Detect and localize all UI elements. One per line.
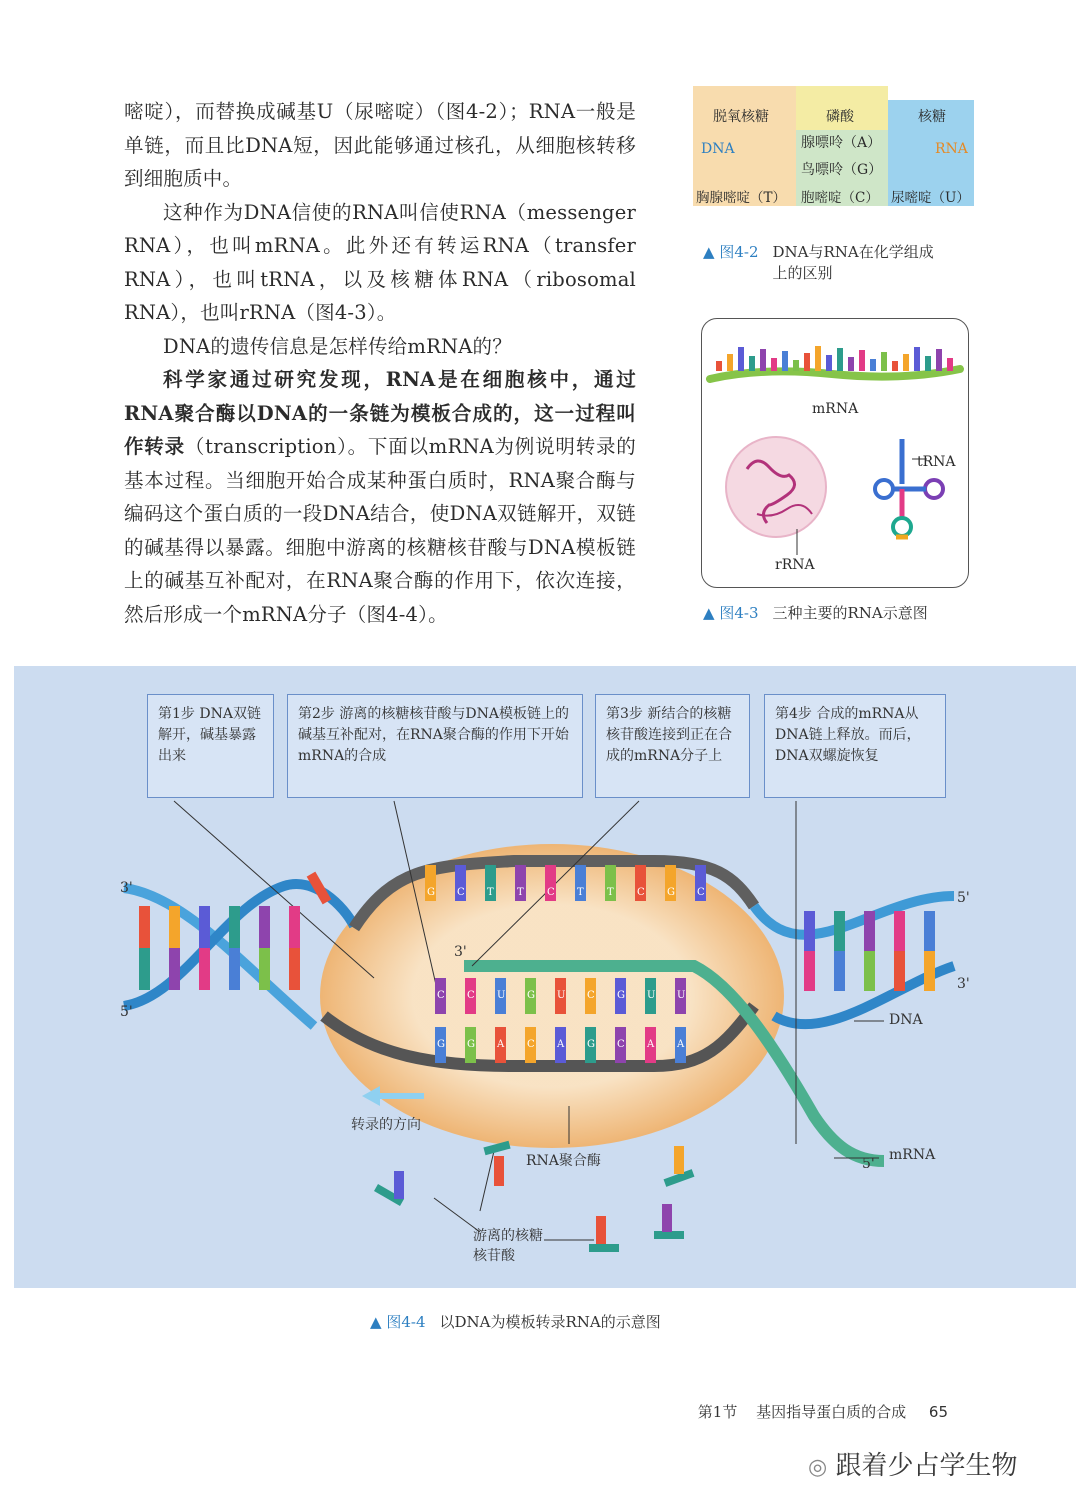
- template-strand-base: A: [647, 1039, 655, 1050]
- base-pair-bar: [289, 948, 300, 990]
- caption-text: 以DNA为模板转录RNA的示意图: [439, 1313, 661, 1331]
- mrna-nucleotide-bar: [749, 356, 755, 371]
- mrna-nucleotide-bar: [738, 347, 744, 371]
- caption-triangle-icon: ▲: [703, 243, 715, 261]
- top-strand-base: T: [487, 887, 494, 898]
- mrna-nucleotide-bar: [848, 357, 854, 371]
- figure-4-4: [14, 666, 1076, 1288]
- base-pair-bar: [259, 906, 270, 948]
- mrna-nucleotide-bar: [936, 349, 942, 371]
- top-strand-base: G: [667, 887, 675, 898]
- mrna-nucleotide-bar: [716, 361, 722, 371]
- page-number: 65: [928, 1403, 948, 1421]
- mrna-nucleotide-bar: [826, 355, 832, 371]
- label-3prime-right: 3': [957, 976, 970, 992]
- base-pair-bar: [864, 951, 875, 991]
- mrna-nucleotide-bar: [870, 359, 876, 371]
- mrna-nucleotide-bar: [771, 358, 777, 371]
- base-pair-bar: [229, 948, 240, 990]
- base-pair-bar: [169, 906, 180, 948]
- label-3prime-left: 3': [120, 880, 133, 896]
- label-dna: DNA: [889, 1012, 923, 1028]
- caption-triangle-icon: ▲: [703, 604, 715, 622]
- mrna-nucleotide-bar: [914, 347, 920, 371]
- watermark-text: 跟着少占学生物: [835, 1451, 1018, 1481]
- paragraph-2: 这种作为DNA信使的RNA叫信使RNA（messenger RNA），也叫mRNA。此外还有转运RNA（transfer RNA），也叫tRNA，以及核糖体RNA（ribosomal RNA），也叫rRNA（图4-3）。: [124, 200, 636, 324]
- rrna-label: rRNA: [775, 557, 815, 573]
- base-pair-bar: [894, 951, 905, 991]
- figure-4-2: [693, 86, 978, 206]
- transcription-illustration: [14, 666, 1076, 1288]
- mrna-nucleotide-bar: [947, 358, 953, 371]
- label-direction: 转录的方向: [351, 1117, 421, 1133]
- mrna-base: U: [497, 990, 506, 1001]
- footer-title: 基因指导蛋白质的合成: [756, 1403, 907, 1421]
- mrna-base: U: [557, 990, 566, 1001]
- template-strand-base: A: [557, 1039, 565, 1050]
- top-strand-base: C: [637, 887, 645, 898]
- caption-text: 三种主要的RNA示意图: [772, 604, 928, 622]
- base-pair-bar: [139, 906, 150, 948]
- base-pair-bar: [924, 951, 935, 991]
- base-pair-bar: [834, 911, 845, 951]
- paragraph-4: [124, 363, 636, 631]
- template-strand-base: C: [617, 1039, 625, 1050]
- caption-text: DNA与RNA在化学组成上的区别: [772, 243, 934, 282]
- base-pair-bar: [834, 951, 845, 991]
- cytosine-label: 胞嘧啶（C）: [801, 190, 879, 206]
- mrna-base: G: [617, 990, 625, 1001]
- top-strand-base: G: [427, 887, 435, 898]
- template-strand-base: G: [437, 1039, 445, 1050]
- bold-definition: 科学家通过研究发现，RNA是在细胞核中，通过RNA聚合酶以DNA的一条链为模板合成的，这一过程叫作转录: [124, 368, 636, 458]
- mrna-nucleotide-bar: [782, 351, 788, 371]
- ribose-header: 核糖: [918, 109, 946, 125]
- label-rna-polymerase: RNA聚合酶: [526, 1153, 601, 1169]
- mrna-nucleotide-bar: [837, 348, 843, 371]
- label-5prime-mrna: 5': [862, 1156, 875, 1172]
- label-mrna: mRNA: [889, 1147, 936, 1163]
- phosphate-header: 磷酸: [826, 109, 854, 125]
- template-strand-base: G: [467, 1039, 475, 1050]
- mrna-base: U: [677, 990, 686, 1001]
- trna-label: tRNA: [917, 454, 956, 470]
- step-1-box: 第1步 DNA双链解开，碱基暴露出来: [147, 694, 274, 798]
- wechat-icon: ◎: [808, 1455, 828, 1480]
- caption-number: 图4-4: [386, 1313, 426, 1331]
- mrna-base: U: [647, 990, 656, 1001]
- template-strand-base: C: [527, 1039, 535, 1050]
- label-5prime-right: 5': [957, 890, 970, 906]
- mrna-nucleotide-bar: [892, 361, 898, 371]
- label-3prime-mrna: 3': [454, 944, 467, 960]
- mrna-base: G: [527, 990, 535, 1001]
- base-pair-bar: [804, 951, 815, 991]
- base-pair-bar: [894, 911, 905, 951]
- step-2-box: 第2步 游离的核糖核苷酸与DNA模板链上的碱基互补配对，在RNA聚合酶的作用下开始mRNA的合成: [287, 694, 583, 798]
- mrna-nucleotide-bar: [925, 356, 931, 371]
- page-footer: [698, 1401, 948, 1422]
- paragraph-4-rest: （transcription）。下面以mRNA为例说明转录的基本过程。当细胞开始合成某种蛋白质时，RNA聚合酶与编码这个蛋白质的一段DNA结合，使DNA双链解开，双链的碱基得以暴露。细胞中游离的核糖核苷酸与DNA模板链上的碱基互补配对，在RNA聚合酶的作用下，依次连接，然后形成一个mRNA分子（图4-4）。: [124, 435, 636, 626]
- mrna-nucleotide-bar: [859, 350, 865, 371]
- template-strand-base: A: [497, 1039, 505, 1050]
- top-strand-base: T: [607, 887, 614, 898]
- paragraph-1: 嘧啶），而替换成碱基U（尿嘧啶）（图4-2）；RNA一般是单链，而且比DNA短，因此能够通过核孔，从细胞核转移到细胞质中。: [124, 100, 636, 190]
- base-pair-bar: [259, 948, 270, 990]
- mrna-base: C: [437, 990, 445, 1001]
- top-strand-base: C: [457, 887, 465, 898]
- figure-4-3: [701, 318, 969, 588]
- mrna-nucleotide-bar: [815, 346, 821, 371]
- mrna-nucleotide-bar: [793, 360, 799, 371]
- deoxyribose-header: 脱氧核糖: [713, 109, 769, 125]
- guanine-label: 鸟嘌呤（G）: [801, 162, 883, 178]
- label-5prime-left: 5': [120, 1004, 133, 1020]
- caption-number: 图4-2: [719, 243, 759, 261]
- question-paragraph: DNA的遗传信息是怎样传给mRNA的？: [163, 334, 512, 358]
- template-strand-base: G: [587, 1039, 595, 1050]
- base-pair-bar: [804, 911, 815, 951]
- caption-triangle-icon: ▲: [370, 1313, 382, 1331]
- figure-4-2-caption: [703, 242, 973, 284]
- mrna-base: C: [467, 990, 475, 1001]
- main-text-block: [124, 95, 636, 631]
- top-strand-base: T: [517, 887, 524, 898]
- label-free-nucleotides: 游离的核糖核苷酸: [473, 1228, 543, 1264]
- mrna-nucleotide-bar: [804, 353, 810, 371]
- watermark: [808, 1445, 1017, 1482]
- base-pair-bar: [199, 906, 210, 948]
- mrna-nucleotide-bar: [760, 349, 766, 371]
- uracil-label: 尿嘧啶（U）: [891, 190, 970, 206]
- mrna-nucleotide-bar: [881, 352, 887, 371]
- base-pair-bar: [289, 906, 300, 948]
- mrna-nucleotide-bar: [903, 354, 909, 371]
- mrna-base: C: [587, 990, 595, 1001]
- base-pair-bar: [199, 948, 210, 990]
- thymine-label: 胸腺嘧啶（T）: [696, 190, 787, 206]
- top-strand-base: C: [547, 887, 555, 898]
- base-pair-bar: [169, 948, 180, 990]
- figure-4-3-caption: [703, 603, 978, 624]
- rna-label: RNA: [935, 141, 968, 157]
- footer-section: 第1节: [697, 1403, 738, 1421]
- adenine-label: 腺嘌呤（A）: [801, 135, 882, 151]
- template-strand-base: A: [677, 1039, 685, 1050]
- step-3-box: 第3步 新结合的核糖核苷酸连接到正在合成的mRNA分子上: [595, 694, 750, 798]
- step-4-box: 第4步 合成的mRNA从DNA链上释放。而后，DNA双螺旋恢复: [764, 694, 946, 798]
- base-pair-bar: [864, 911, 875, 951]
- rna-types-illustration: [702, 319, 968, 587]
- mrna-nucleotide-bar: [727, 354, 733, 371]
- top-strand-base: C: [697, 887, 705, 898]
- base-pair-bar: [924, 911, 935, 951]
- top-strand-base: T: [577, 887, 584, 898]
- dna-label: DNA: [701, 141, 735, 157]
- base-pair-bar: [229, 906, 240, 948]
- mrna-label: mRNA: [812, 401, 859, 417]
- base-pair-bar: [139, 948, 150, 990]
- figure-4-4-caption: [370, 1312, 770, 1333]
- caption-number: 图4-3: [719, 604, 759, 622]
